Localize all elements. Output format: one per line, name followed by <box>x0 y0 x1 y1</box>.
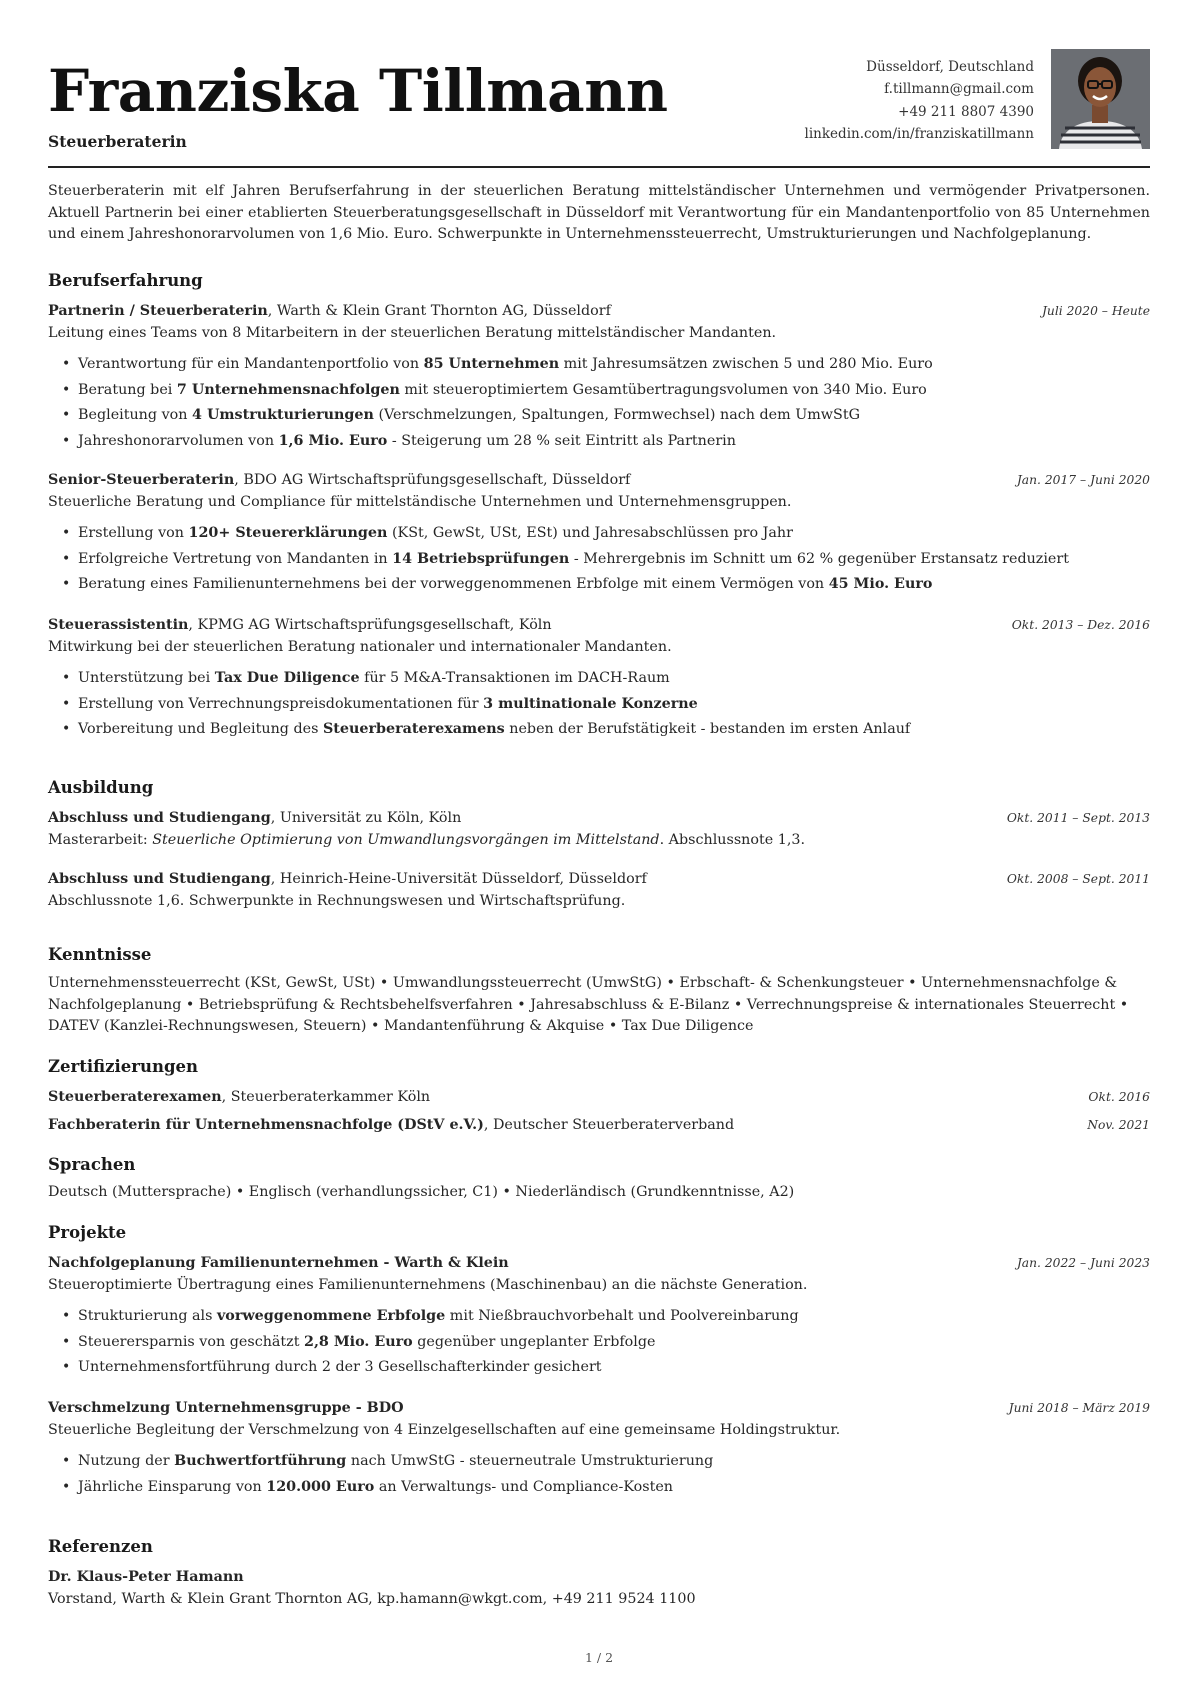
summary-text: Steuerberaterin mit elf Jahren Berufserfahrung in der steuerlichen Beratung mittelständischer Unternehmen und vermögender Privatpersonen. Aktuell Partnerin bei einer etablierten Steuerberatungsgesellschaft in Düsseldorf mit Verantwortung für ein Mandantenportfolio von 85 Unternehmen und einem Jahreshonorarvolumen von 1,6 Mio. Euro. Schwerpunkte in Unternehmenssteuerrecht, Umstrukturierungen und Nachfolgeplanung. <box>48 183 1150 242</box>
job-1-role: Partnerin / Steuerberaterin <box>48 303 268 319</box>
job-3-desc: Mitwirkung bei der steuerlichen Beratung nationaler und internationaler Mandanten. <box>48 639 672 655</box>
contact-phone[interactable]: +49 211 8807 4390 <box>898 103 1034 120</box>
list-item: • Vorbereitung und Begleitung des Steuerberaterexamens neben der Berufstätigkeit - bestanden im ersten Anlauf <box>48 717 1150 743</box>
languages-section <box>48 1153 1150 1204</box>
list-item: • Beratung bei 7 Unternehmensnachfolgen mit steueroptimiertem Gesamtübertragungsvolumen von 340 Mio. Euro <box>48 378 1150 404</box>
candidate-name: Franziska Tillmann <box>48 57 668 125</box>
education-2-degree: Abschluss und Studiengang <box>48 871 271 887</box>
projects-section <box>48 1221 1150 1495</box>
list-item: • Erstellung von Verrechnungspreisdokumentationen für 3 multinationale Konzerne <box>48 692 1150 718</box>
list-item: • Steuerersparnis von geschätzt 2,8 Mio. Euro gegenüber ungeplanter Erbfolge <box>48 1330 1150 1356</box>
education-1-school: , Universität zu Köln, Köln <box>270 810 462 826</box>
reference-detail: Vorstand, Warth & Klein Grant Thornton AG, kp.hamann@wkgt.com, +49 211 9524 1100 <box>48 1591 696 1607</box>
skills-text: Unternehmenssteuerrecht (KSt, GewSt, USt) • Umwandlungssteuerrecht (UmwStG) • Erbschaft- & Schenkungsteuer • Unternehmensnachfolge & Nachfolgeplanung • Betriebsprüfung & Rechtsbehelfsverfahren • Jahresabschluss & E-Bilanz • Verrechnungspreise & internationales Steuerrecht • DATEV (Kanzlei-Rechnungswesen, Steuern) • Mandantenführung & Akquise • Tax Due Diligence <box>48 975 1129 1034</box>
list-item: • Jährliche Einsparung von 120.000 Euro an Verwaltungs- und Compliance-Kosten <box>48 1475 1150 1501</box>
job-2-bullets <box>48 521 1150 598</box>
certifications-section <box>48 1055 1150 1136</box>
list-item: • Begleitung von 4 Umstrukturierungen (Verschmelzungen, Spaltungen, Formwechsel) nach dem UmwStG <box>48 403 1150 429</box>
education-item-1 <box>48 807 1150 851</box>
job-1-heading <box>48 300 1150 322</box>
project-2-bullets <box>48 1449 1150 1500</box>
project-1-desc: Steueroptimierte Übertragung eines Familienunternehmens (Maschinenbau) an die nächste Generation. <box>48 1277 808 1293</box>
projects-title: Projekte <box>48 1223 127 1242</box>
project-2-date: Juni 2018 – März 2019 <box>1008 1401 1150 1415</box>
list-item: • Unterstützung bei Tax Due Diligence für 5 M&A-Transaktionen im DACH-Raum <box>48 666 1150 692</box>
project-1-date: Jan. 2022 – Juni 2023 <box>1016 1256 1150 1270</box>
contact-email[interactable]: f.tillmann@gmail.com <box>884 81 1034 98</box>
list-item: • Erfolgreiche Vertretung von Mandanten in 14 Betriebsprüfungen - Mehrergebnis im Schnitt um 62 % gegenüber Erstansatz reduziert <box>48 547 1150 573</box>
list-item: • Nutzung der Buchwertfortführung nach UmwStG - steuerneutrale Umstrukturierung <box>48 1449 1150 1475</box>
job-3-heading <box>48 614 1150 636</box>
job-3-bullets <box>48 666 1150 743</box>
profile-photo <box>1051 49 1150 149</box>
project-2-name: Verschmelzung Unternehmensgruppe - BDO <box>48 1400 404 1416</box>
job-1-desc: Leitung eines Teams von 8 Mitarbeitern in der steuerlichen Beratung mittelständischer Mandanten. <box>48 325 777 341</box>
project-2 <box>48 1397 1150 1500</box>
project-1-bullets <box>48 1304 1150 1381</box>
experience-section <box>48 269 1150 738</box>
certifications-title: Zertifizierungen <box>48 1057 198 1076</box>
languages-text: Deutsch (Muttersprache) • Englisch (verhandlungssicher, C1) • Niederländisch (Grundkenntnisse, A2) <box>48 1184 795 1200</box>
job-1-org: , Warth & Klein Grant Thornton AG, Düsseldorf <box>267 303 611 319</box>
list-item: • Strukturierung als vorweggenommene Erbfolge mit Nießbrauchvorbehalt und Poolvereinbarung <box>48 1304 1150 1330</box>
resume-page <box>48 0 1150 1683</box>
job-2-role: Senior-Steuerberaterin <box>48 472 235 488</box>
job-3-role: Steuerassistentin <box>48 617 189 633</box>
education-2-desc: Abschlussnote 1,6. Schwerpunkte in Rechnungswesen und Wirtschaftsprüfung. <box>48 893 626 909</box>
certification-2: Fachberaterin für Unternehmensnachfolge (DStV e.V.), Deutscher Steuerberaterverband Nov. 2021 <box>48 1114 1150 1136</box>
project-1-name: Nachfolgeplanung Familienunternehmen - Warth & Klein <box>48 1255 509 1271</box>
education-item-2 <box>48 868 1150 912</box>
list-item: • Unternehmensfortführung durch 2 der 3 Gesellschafterkinder gesichert <box>48 1355 1150 1381</box>
education-title: Ausbildung <box>48 778 154 797</box>
contact-location: Düsseldorf, Deutschland <box>866 59 1034 75</box>
list-item: • Verantwortung für ein Mandantenportfolio von 85 Unternehmen mit Jahresumsätzen zwischen 5 und 280 Mio. Euro <box>48 352 1150 378</box>
job-1 <box>48 300 1150 454</box>
education-1-degree: Abschluss und Studiengang <box>48 810 271 826</box>
education-2-date: Okt. 2008 – Sept. 2011 <box>1006 872 1150 886</box>
job-2-desc: Steuerliche Beratung und Compliance für mittelständische Unternehmen und Unternehmensgruppen. <box>48 494 792 510</box>
header-divider <box>48 166 1150 168</box>
certification-2-date: Nov. 2021 <box>1087 1118 1150 1132</box>
job-3-date: Okt. 2013 – Dez. 2016 <box>1011 618 1150 632</box>
contact-block <box>805 56 1034 145</box>
experience-title: Berufserfahrung <box>48 271 203 290</box>
project-2-desc: Steuerliche Begleitung der Verschmelzung von 4 Einzelgesellschaften auf eine gemeinsame Holdingstruktur. <box>48 1422 841 1438</box>
job-3-org: , KPMG AG Wirtschaftsprüfungsgesellschaft, Köln <box>188 617 552 633</box>
certification-1-date: Okt. 2016 <box>1088 1090 1150 1104</box>
job-3 <box>48 614 1150 743</box>
job-2-heading <box>48 469 1150 491</box>
candidate-headline: Steuerberaterin <box>48 132 187 151</box>
page-number: 1 / 2 <box>584 1650 614 1665</box>
contact-linkedin[interactable]: linkedin.com/in/franziskatillmann <box>804 125 1034 142</box>
education-2-school: , Heinrich-Heine-Universität Düsseldorf, Düsseldorf <box>270 871 647 887</box>
languages-title: Sprachen <box>48 1155 136 1174</box>
reference-name: Dr. Klaus-Peter Hamann <box>48 1569 244 1585</box>
references-section <box>48 1535 1150 1610</box>
references-title: Referenzen <box>48 1537 153 1556</box>
list-item: • Jahreshonorarvolumen von 1,6 Mio. Euro - Steigerung um 28 % seit Eintritt als Partnerin <box>48 429 1150 455</box>
skills-section <box>48 943 1150 1038</box>
education-section <box>48 776 1150 909</box>
skills-title: Kenntnisse <box>48 945 152 964</box>
job-1-bullets <box>48 352 1150 454</box>
education-1-date: Okt. 2011 – Sept. 2013 <box>1006 811 1150 825</box>
job-2-date: Jan. 2017 – Juni 2020 <box>1016 473 1150 487</box>
job-2-org: , BDO AG Wirtschaftsprüfungsgesellschaft, Düsseldorf <box>234 472 631 488</box>
job-2 <box>48 469 1150 598</box>
list-item: • Beratung eines Familienunternehmens bei der vorweggenommenen Erbfolge mit einem Vermögen von 45 Mio. Euro <box>48 572 1150 598</box>
certification-1: Steuerberaterexamen, Steuerberaterkammer Köln Okt. 2016 <box>48 1086 1150 1108</box>
list-item: • Erstellung von 120+ Steuererklärungen (KSt, GewSt, USt, ESt) und Jahresabschlüssen pro Jahr <box>48 521 1150 547</box>
project-1 <box>48 1252 1150 1381</box>
profile-photo-illustration <box>1051 49 1150 149</box>
job-1-date: Juli 2020 – Heute <box>1041 304 1150 318</box>
education-1-desc: Masterarbeit: Steuerliche Optimierung von Umwandlungsvorgängen im Mittelstand. Abschlussnote 1,3. <box>48 832 806 848</box>
